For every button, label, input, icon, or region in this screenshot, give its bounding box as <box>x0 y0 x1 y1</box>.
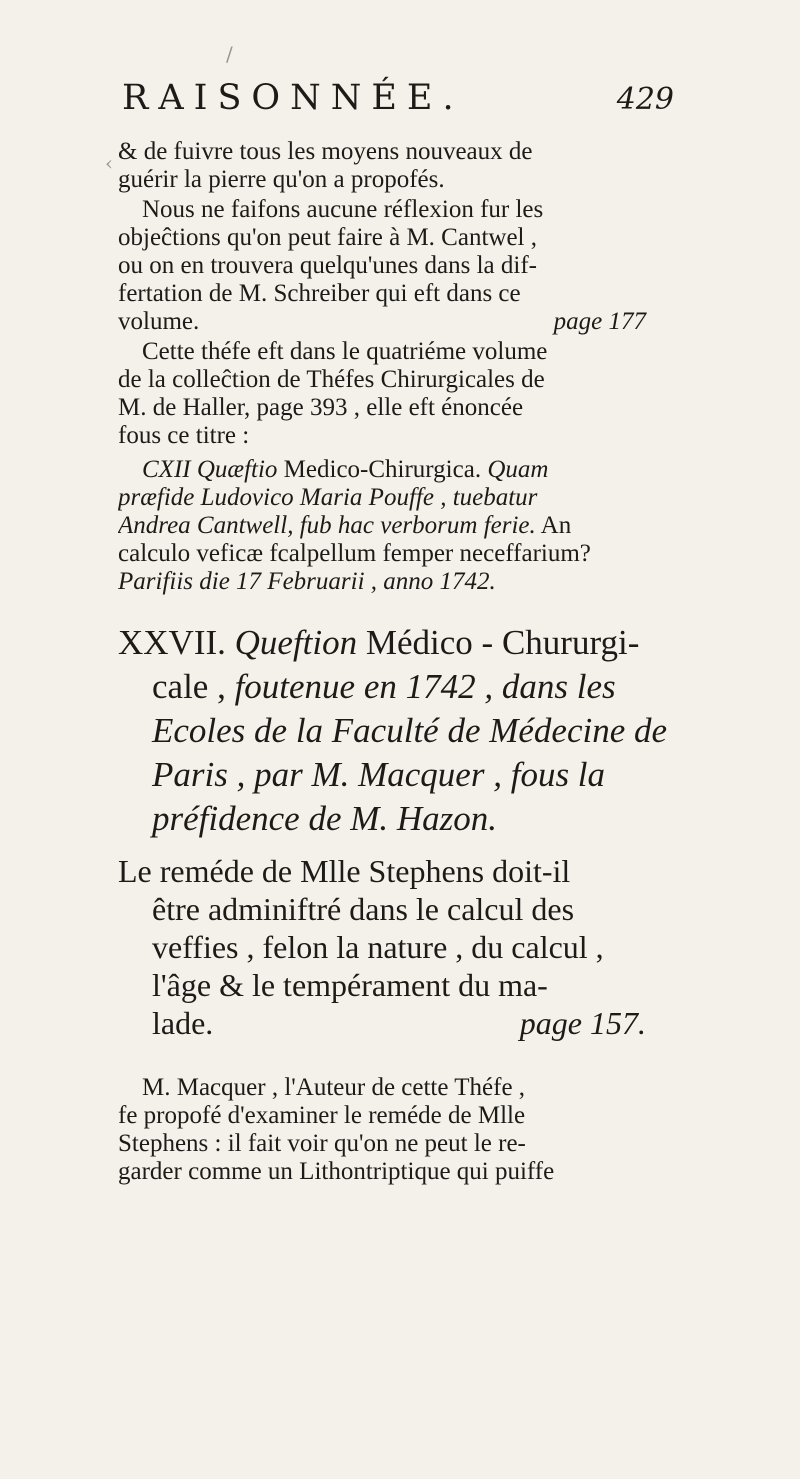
text-fragment: foutenue en 1742 , dans les <box>234 667 616 706</box>
text-line: Paris , par M. Macquer , fous la <box>152 755 606 794</box>
margin-stroke: ‹ <box>105 151 113 175</box>
paragraph-two <box>118 196 678 336</box>
text-line: Stephens : il fait voir qu'on ne peut le re- <box>118 1130 526 1157</box>
text-line <box>118 621 678 665</box>
text-fragment: volume. <box>118 308 200 335</box>
page-reference: page 177 <box>553 308 646 335</box>
text-line: l'âge & le tempérament du ma- <box>152 967 548 1003</box>
text-line: Nous ne faifons aucune réflexion fur les <box>142 196 544 223</box>
text-line-with-page-ref <box>118 1004 678 1042</box>
text-line: ou on en trouvera quelqu'unes dans la dif- <box>118 252 537 279</box>
paragraph-three <box>118 338 678 450</box>
text-line: veffies , felon la nature , du calcul , <box>152 929 604 965</box>
text-fragment: Medico-Chirurgica. <box>283 456 482 483</box>
text-line: fe propofé d'examiner le reméde de Mlle <box>118 1102 526 1129</box>
margin-stroke: / <box>226 42 233 66</box>
text-fragment: An <box>540 512 572 539</box>
text-fragment: Quam <box>487 456 549 483</box>
text-line <box>118 456 678 484</box>
text-line: garder comme un Lithontriptique qui puiffe <box>118 1158 555 1185</box>
text-line: Ecoles de la Faculté de Médecine de <box>152 711 668 750</box>
text-line: objeĉtions qu'on peut faire à M. Cantwel , <box>118 224 537 251</box>
text-line: de la colleĉtion de Théfes Chirurgicales de <box>118 366 545 393</box>
question-block <box>118 852 678 1042</box>
page-reference: page 157. <box>519 1005 646 1041</box>
text-line-with-page-ref <box>118 308 678 336</box>
text-line <box>118 665 678 709</box>
text-line: præfide Ludovico Maria Pouffe , tuebatur <box>118 484 538 511</box>
text-fragment: CXII Quæftio <box>142 456 278 483</box>
section-heading <box>118 621 678 841</box>
text-fragment: lade. <box>152 1005 214 1041</box>
running-head-title: RAISONNÉE. <box>122 78 464 118</box>
text-line <box>118 512 678 540</box>
section-numeral: XXVII. <box>118 623 226 662</box>
text-line: Cette théfe eft dans le quatriéme volume <box>142 338 548 365</box>
text-line: fous ce titre : <box>118 422 250 449</box>
text-line: préfidence de M. Hazon. <box>152 799 498 838</box>
running-head <box>114 78 674 128</box>
page-number: 429 <box>616 82 674 117</box>
text-fragment: Andrea Cantwell, fub hac verborum ferie. <box>118 512 536 539</box>
text-line: calculo veficæ fcalpellum femper neceffarium? <box>118 540 591 567</box>
text-line: fertation de M. Schreiber qui eft dans ce <box>118 280 521 307</box>
text-line: M. de Haller, page 393 , elle eft énoncée <box>118 394 524 421</box>
latin-thesis-title <box>118 456 678 596</box>
text-fragment: Médico - Chururgi- <box>365 623 640 662</box>
paragraph-one <box>118 138 678 194</box>
text-line: & de fuivre tous les moyens nouveaux de <box>118 138 533 165</box>
text-line: guérir la pierre qu'on a propofés. <box>118 166 445 193</box>
text-line: être adminiftré dans le calcul des <box>152 891 575 927</box>
text-line: Le reméde de Mlle Stephens doit-il <box>118 853 571 889</box>
text-line: Parifiis die 17 Februarii , anno 1742. <box>118 568 496 595</box>
text-fragment: Queftion <box>234 623 358 662</box>
text-line: M. Macquer , l'Auteur de cette Théfe , <box>142 1074 526 1101</box>
closing-paragraph <box>118 1074 678 1186</box>
text-fragment: cale , <box>152 667 226 706</box>
